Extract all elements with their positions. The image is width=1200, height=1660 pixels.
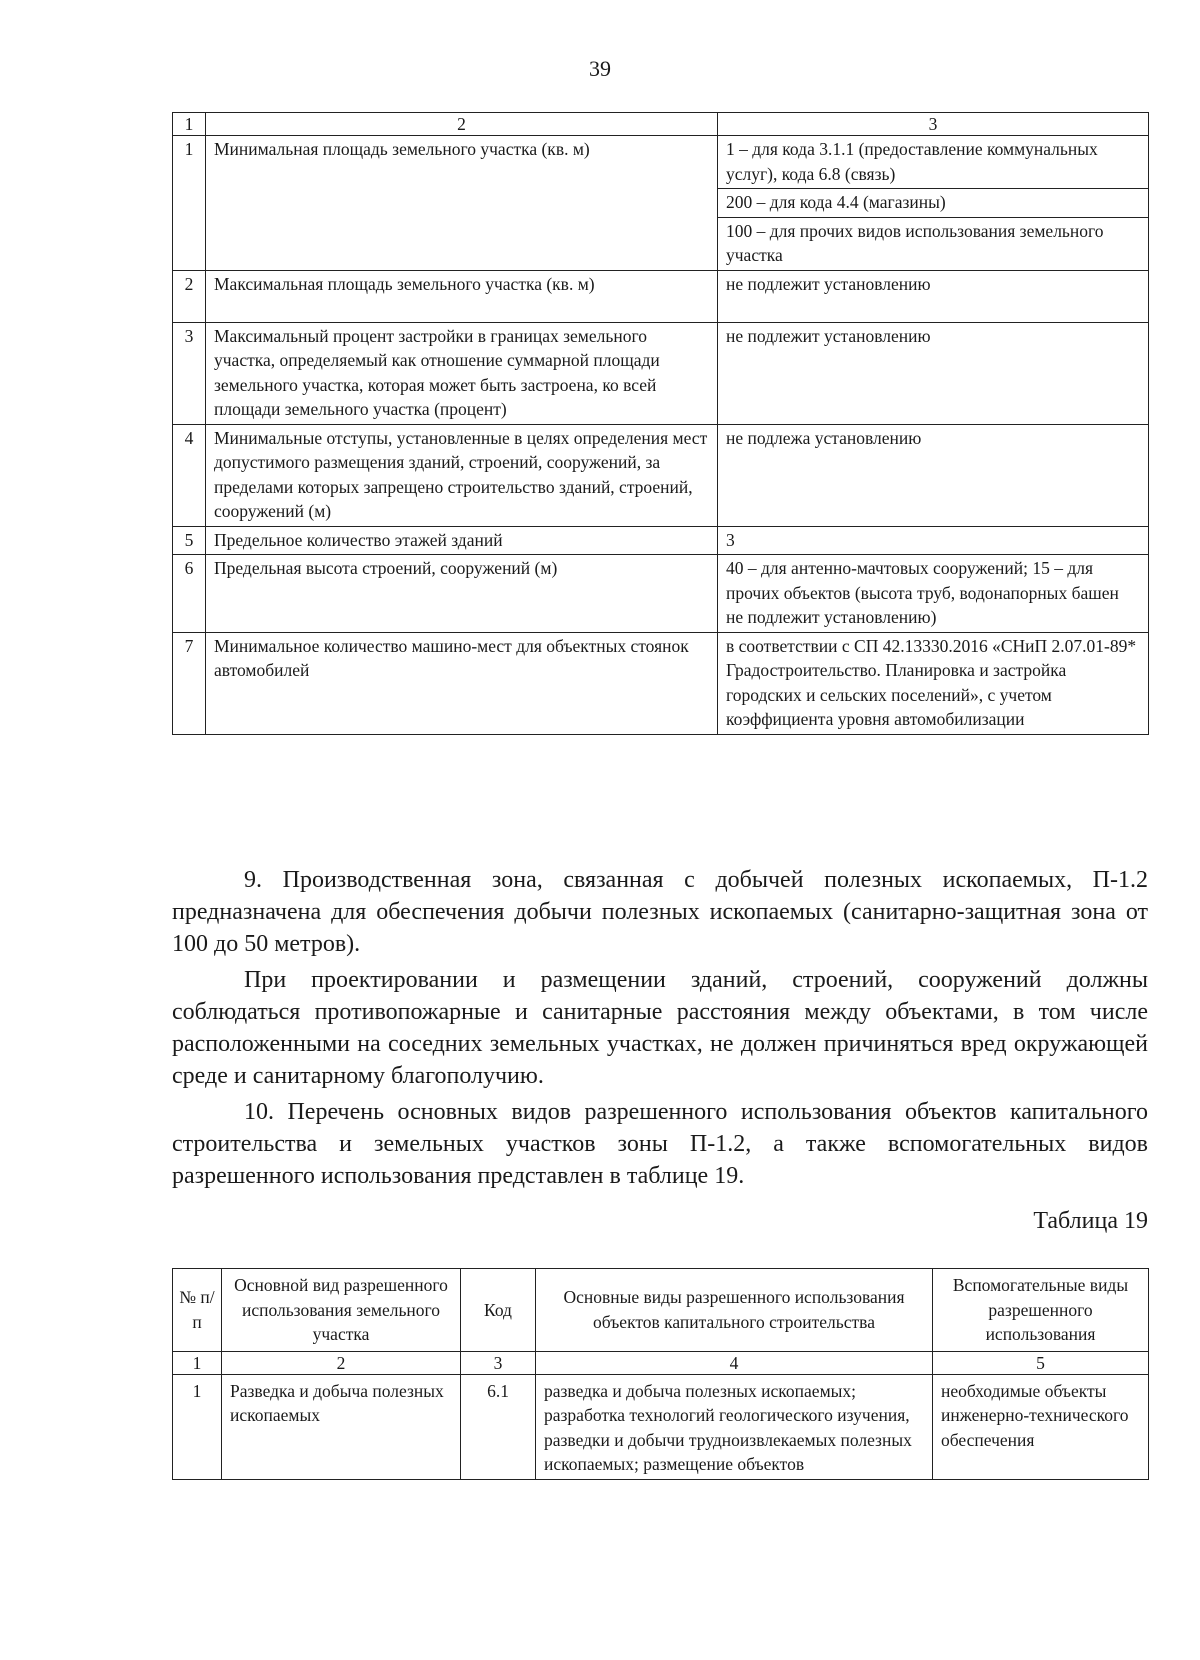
header-cell-code: Код bbox=[461, 1269, 536, 1352]
row-number: 6 bbox=[173, 555, 206, 633]
header-cell-1: 1 bbox=[173, 113, 206, 136]
parameter-value: не подлежит установлению bbox=[718, 322, 1149, 424]
header-cell-auxiliary-uses: Вспомогательные виды разрешенного использования bbox=[933, 1269, 1149, 1352]
row-number: 1 bbox=[173, 1374, 222, 1479]
header-cell-2: 2 bbox=[206, 113, 718, 136]
parameter-name: Минимальное количество машино-мест для объектных стоянок автомобилей bbox=[206, 632, 718, 734]
parameter-value: не подлежит установлению bbox=[718, 270, 1149, 322]
table-row bbox=[173, 526, 1149, 555]
parameter-name: Минимальная площадь земельного участка (кв. м) bbox=[206, 136, 718, 271]
table-row bbox=[173, 632, 1149, 734]
column-index: 1 bbox=[173, 1351, 222, 1374]
parameter-value: не подлежа установлению bbox=[718, 424, 1149, 526]
row-number: 7 bbox=[173, 632, 206, 734]
header-cell-number: № п/п bbox=[173, 1269, 222, 1352]
table-row bbox=[173, 1374, 1149, 1479]
parameter-value: 3 bbox=[718, 526, 1149, 555]
header-cell-3: 3 bbox=[718, 113, 1149, 136]
row-number: 3 bbox=[173, 322, 206, 424]
parameter-values bbox=[718, 136, 1149, 271]
row-number: 2 bbox=[173, 270, 206, 322]
paragraph: При проектировании и размещении зданий, строений, сооружений должны соблюдаться противопожарные и санитарные расстояния между объектами, в том числе расположенными на соседних земельных участках, не должен причиняться вред окружающей среде и санитарному благополучию. bbox=[172, 967, 1148, 1089]
table-row bbox=[173, 555, 1149, 633]
parameters-table bbox=[172, 112, 1149, 735]
parameter-value-sub: 200 – для кода 4.4 (магазины) bbox=[718, 188, 1148, 217]
row-number: 1 bbox=[173, 136, 206, 271]
auxiliary-uses: необходимые объекты инженерно-технического обеспечения bbox=[933, 1374, 1149, 1479]
parameter-name: Максимальный процент застройки в границах земельного участка, определяемый как отношение суммарной площади земельного участка, которая может быть застроена, ко всей площади земельного участка (процент) bbox=[206, 322, 718, 424]
parameter-value-sub: 100 – для прочих видов использования земельного участка bbox=[718, 217, 1148, 270]
header-cell-main-use: Основной вид разрешенного использования земельного участка bbox=[222, 1269, 461, 1352]
body-text bbox=[172, 864, 1148, 1196]
table-row bbox=[173, 322, 1149, 424]
permitted-uses-table bbox=[172, 1268, 1149, 1480]
column-index: 3 bbox=[461, 1351, 536, 1374]
table-row bbox=[173, 136, 1149, 271]
column-index: 4 bbox=[536, 1351, 933, 1374]
column-index: 2 bbox=[222, 1351, 461, 1374]
table-row bbox=[173, 424, 1149, 526]
column-index: 5 bbox=[933, 1351, 1149, 1374]
page-number: 39 bbox=[589, 56, 611, 81]
parameter-value-sub: 1 – для кода 3.1.1 (предоставление коммунальных услуг), кода 6.8 (связь) bbox=[726, 139, 1098, 184]
parameter-name: Минимальные отступы, установленные в целях определения мест допустимого размещения зданий, строений, сооружений, за пределами которых запрещено строительство зданий, строений, сооружений (м) bbox=[206, 424, 718, 526]
table-caption: Таблица 19 bbox=[1033, 1208, 1148, 1234]
table-row bbox=[173, 270, 1149, 322]
row-number: 5 bbox=[173, 526, 206, 555]
header-cell-capital-uses: Основные виды разрешенного использования объектов капитального строительства bbox=[536, 1269, 933, 1352]
use-code: 6.1 bbox=[461, 1374, 536, 1479]
parameter-name: Предельная высота строений, сооружений (м) bbox=[206, 555, 718, 633]
parameter-name: Максимальная площадь земельного участка (кв. м) bbox=[206, 270, 718, 322]
column-index-row bbox=[173, 1351, 1149, 1374]
main-use: Разведка и добыча полезных ископаемых bbox=[222, 1374, 461, 1479]
paragraph: 9. Производственная зона, связанная с добычей полезных ископаемых, П-1.2 предназначена для обеспечения добычи полезных ископаемых (санитарно-защитная зона от 100 до 50 метров). bbox=[172, 867, 1148, 957]
table-header-row bbox=[173, 113, 1149, 136]
paragraph: 10. Перечень основных видов разрешенного использования объектов капитального строительства и земельных участков зоны П-1.2, а также вспомогательных видов разрешенного использования представлен в таблице 19. bbox=[172, 1099, 1148, 1189]
parameter-value: в соответствии с СП 42.13330.2016 «СНиП 2.07.01-89* Градостроительство. Планировка и застройка городских и сельских поселений», с учетом коэффициента уровня автомобилизации bbox=[718, 632, 1149, 734]
table-header-row bbox=[173, 1269, 1149, 1352]
row-number: 4 bbox=[173, 424, 206, 526]
parameter-name: Предельное количество этажей зданий bbox=[206, 526, 718, 555]
capital-uses: разведка и добыча полезных ископаемых; разработка технологий геологического изучения, разведки и добычи трудноизвлекаемых полезных ископаемых; размещение объектов bbox=[536, 1374, 933, 1479]
parameter-value: 40 – для антенно-мачтовых сооружений; 15 – для прочих объектов (высота труб, водонапорных башен не подлежит установлению) bbox=[718, 555, 1149, 633]
